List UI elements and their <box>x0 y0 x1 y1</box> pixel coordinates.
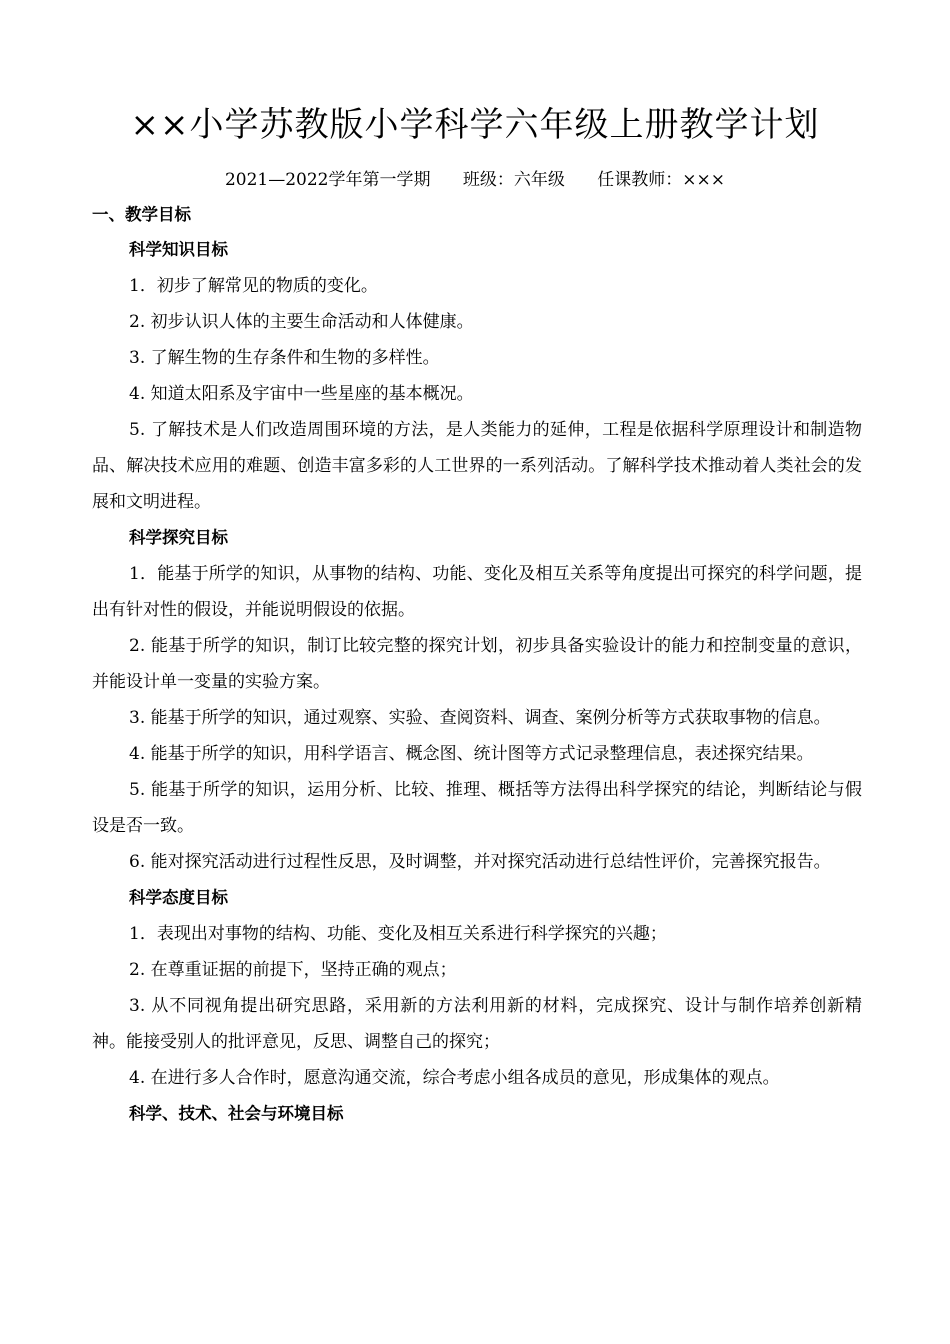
subheading-inquiry-goals: 科学探究目标 <box>129 528 228 547</box>
subheading-sts-goals: 科学、技术、社会与环境目标 <box>129 1104 344 1123</box>
knowledge-item: 3. 了解生物的生存条件和生物的多样性。 <box>129 348 440 368</box>
attitude-item: 4. 在进行多人合作时，愿意沟通交流，综合考虑小组各成员的意见，形成集体的观点。 <box>129 1068 780 1088</box>
inquiry-item: 6. 能对探究活动进行过程性反思，及时调整，并对探究活动进行总结性评价，完善探究报告。 <box>129 852 831 872</box>
subheading-attitude-goals: 科学态度目标 <box>129 888 228 907</box>
attitude-item: 3. 从不同视角提出研究思路，采用新的方法利用新的材料，完成探究、设计与制作培养创新精神。能接受别人的批评意见，反思、调整自己的探究； <box>92 996 862 1052</box>
attitude-item: 1．表现出对事物的结构、功能、变化及相互关系进行科学探究的兴趣； <box>129 924 667 944</box>
document-subtitle: 2021—2022学年第一学期 班级：六年级 任课教师：××× <box>224 170 726 190</box>
section-heading-teaching-goals: 一、教学目标 <box>92 205 191 224</box>
knowledge-item: 2. 初步认识人体的主要生命活动和人体健康。 <box>129 312 474 332</box>
knowledge-item: 1．初步了解常见的物质的变化。 <box>129 276 378 296</box>
knowledge-item: 4. 知道太阳系及宇宙中一些星座的基本概况。 <box>129 384 474 404</box>
inquiry-item: 2. 能基于所学的知识，制订比较完整的探究计划，初步具备实验设计的能力和控制变量的意识，并能设计单一变量的实验方案。 <box>92 636 862 692</box>
knowledge-item: 5. 了解技术是人们改造周围环境的方法，是人类能力的延伸，工程是依据科学原理设计和制造物品、解决技术应用的难题、创造丰富多彩的人工世界的一系列活动。了解科学技术推动着人类社会的发展和文明进程。 <box>92 420 862 512</box>
inquiry-item: 3. 能基于所学的知识，通过观察、实验、查阅资料、调查、案例分析等方式获取事物的信息。 <box>129 708 831 728</box>
inquiry-item: 5. 能基于所学的知识，运用分析、比较、推理、概括等方法得出科学探究的结论，判断结论与假设是否一致。 <box>92 780 862 836</box>
document-title: ××小学苏教版小学科学六年级上册教学计划 <box>130 105 820 145</box>
inquiry-item: 1．能基于所学的知识，从事物的结构、功能、变化及相互关系等角度提出可探究的科学问题，提出有针对性的假设，并能说明假设的依据。 <box>92 564 862 620</box>
inquiry-item: 4. 能基于所学的知识，用科学语言、概念图、统计图等方式记录整理信息，表述探究结果。 <box>129 744 814 764</box>
subheading-knowledge-goals: 科学知识目标 <box>129 240 228 259</box>
document-body <box>92 198 862 1132</box>
attitude-item: 2. 在尊重证据的前提下，坚持正确的观点； <box>129 960 457 980</box>
